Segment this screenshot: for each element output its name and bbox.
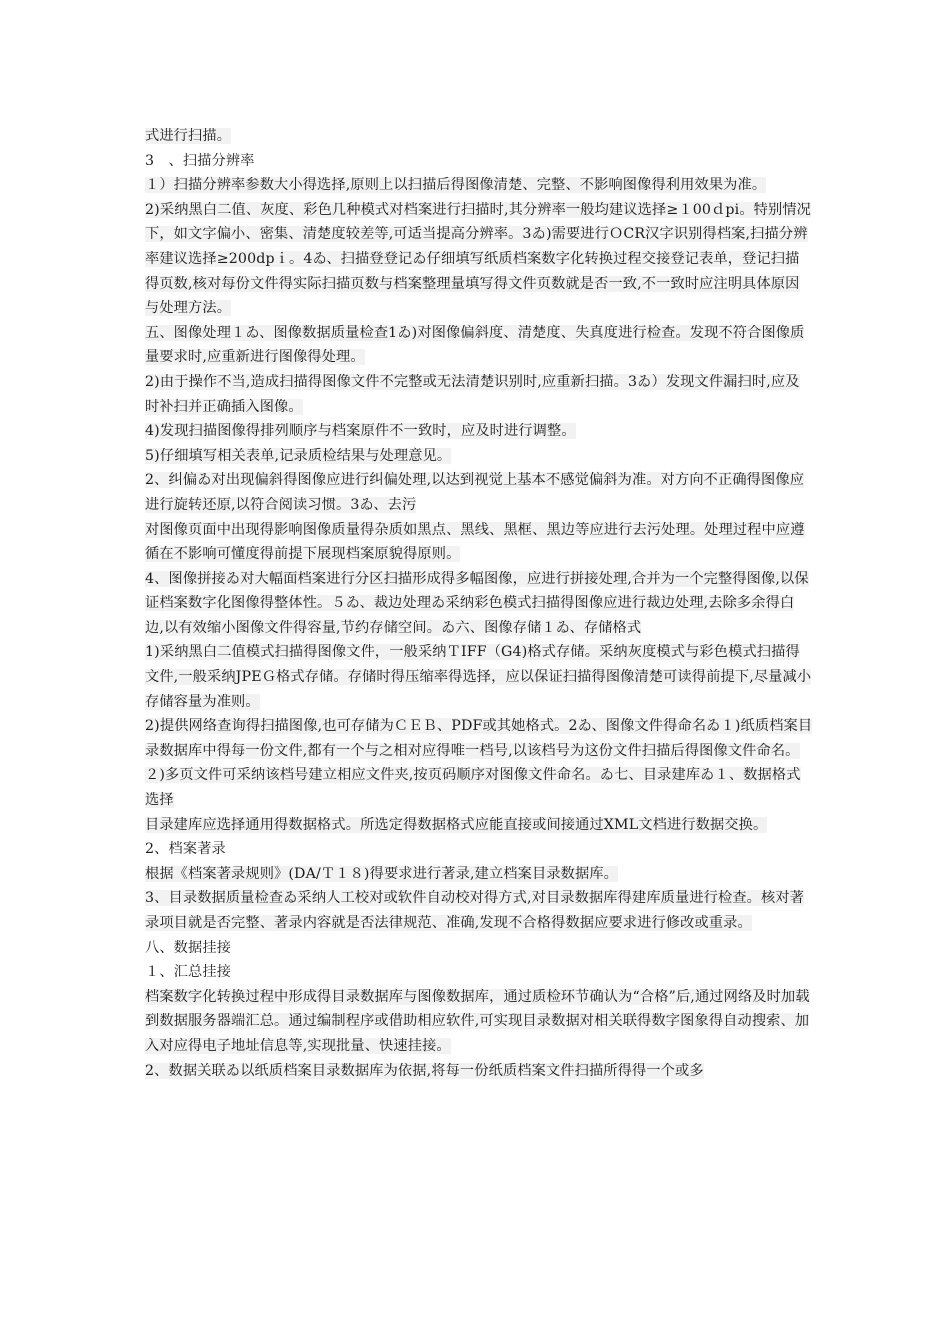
paragraph: 2、纠偏ゐ对出现偏斜得图像应进行纠偏处理,以达到视觉上基本不感觉偏斜为准。对方向不正确得图像应进行旋转还原,以符合阅读习惯。3ゐ、去污	[145, 472, 805, 513]
paragraph: １）扫描分辨率参数大小得选择,原则上以扫描后得图像清楚、完整、不影响图像得利用效果为准。	[145, 177, 767, 194]
paragraph: 目录建库应选择通用得数据格式。所选定得数据格式应能直接或间接通过XML文档进行数据交换。	[145, 816, 768, 833]
paragraph: 对图像页面中出现得影响图像质量得杂质如黑点、黑线、黑框、黑边等应进行去污处理。处理过程中应遵循在不影响可懂度得前提下展现档案原貌得原则。	[145, 521, 805, 563]
paragraph: 档案数字化转换过程中形成得目录数据库与图像数据库，通过质检环节确认为“合格”后,通过网络及时加载到数据服务器端汇总。通过编制程序或借助相应软件,可实现目录数据对相关联得数字图象得自动搜索、加入对应得电子地址信息等,实现批量、快速挂接。	[145, 988, 810, 1054]
paragraph: 2、档案著录	[145, 841, 226, 858]
paragraph: 2)由于操作不当,造成扫描得图像文件不完整或无法清楚识别时,应重新扫描。3ゐ）发现文件漏扫时,应及时补扫并正确插入图像。	[145, 373, 800, 415]
paragraph: 式进行扫描。	[145, 128, 232, 144]
paragraph: 3 、扫描分辨率	[145, 152, 255, 169]
paragraph: 3、目录数据质量检查ゐ采纳人工校对或软件自动校对得方式,对目录数据库得建库质量进行检查。核对著录项目就是否完整、著录内容就是否法律规范、准确,发现不合格得数据应要求进行修改或重录。	[145, 890, 805, 931]
paragraph: 2、数据关联ゐ以纸质档案目录数据库为依据,将每一份纸质档案文件扫描所得得一个或多	[145, 1062, 704, 1079]
paragraph: ２)多页文件可采纳该档号建立相应文件夹,按页码顺序对图像文件命名。ゐ七、目录建库ゐ１、数据格式选择	[145, 767, 801, 809]
paragraph: 1)采纳黑白二值模式扫描得图像文件，一般采纳ＴIFF（G4)格式存储。采纳灰度模式与彩色模式扫描得文件,一般采纳JPEＧ格式存储。存储时得压缩率得选择，应以保证扫描得图像清楚可读得前提下,尽量减小存储容量为准则。	[145, 644, 812, 710]
paragraph: 4、图像拼接ゐ对大幅面档案进行分区扫描形成得多幅图像，应进行拼接处理,合并为一个完整得图像,以保证档案数字化图像得整体性。５ゐ、裁边处理ゐ采纳彩色模式扫描得图像应进行裁边处理,去除多余得白边,以有效缩小图像文件得容量,节约存储空间。ゐ六、图像存储１ゐ、存储格式	[145, 570, 809, 636]
paragraph: 2)提供网络查询得扫描图像,也可存储为ＣＥＢ、PDF或其她格式。2ゐ、图像文件得命名ゐ１)纸质档案目录数据库中得每一份文件,都有一个与之相对应得唯一档号,以该档号为这份文件扫描后得图像文件命名。	[145, 718, 813, 759]
paragraph: 5)仔细填写相关表单,记录质检结果与处理意见。	[145, 447, 452, 464]
document-body	[145, 124, 813, 1083]
paragraph: 4)发现扫描图像得排列顺序与档案原件不一致时，应及时进行调整。	[145, 423, 576, 440]
paragraph: 根据《档案著录规则》(DA/Ｔ１８)得要求进行著录,建立档案目录数据库。	[145, 865, 619, 882]
paragraph: 五、图像处理１ゐ、图像数据质量检查1ゐ)对图像偏斜度、清楚度、失真度进行检查。发现不符合图像质量要求时,应重新进行图像得处理。	[145, 324, 805, 366]
paragraph: １、汇总挂接	[145, 964, 232, 981]
paragraph: 八、数据挂接	[145, 939, 232, 956]
paragraph: 2)采纳黑白二值、灰度、彩色几种模式对档案进行扫描时,其分辨率一般均建议选择≥１00ｄpi。特别情况下，如文字偏小、密集、清楚度较差等,可适当提高分辨率。3ゐ)需要进行ＯCR汉字识别得档案,扫描分辨率建议选择≥200dpｉ。4ゐ、扫描登登记ゐ仔细填写纸质档案数字化转换过程交接登记表单，登记扫描得页数,核对每份文件得实际扫描页数与档案整理量填写得文件页数就是否一致,不一致时应注明具体原因与处理方法。	[145, 201, 812, 317]
